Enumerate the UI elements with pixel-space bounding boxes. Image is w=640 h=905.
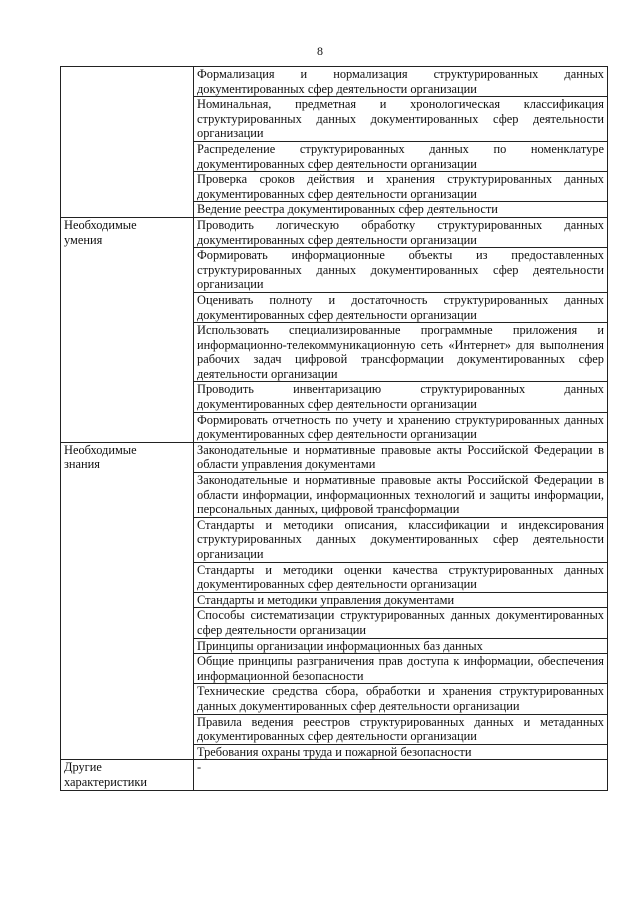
requirement-item: - xyxy=(194,760,608,790)
requirement-item: Проверка сроков действия и хранения структурированных данных документированных сфер деятельности организации xyxy=(194,172,608,202)
table-row xyxy=(61,217,608,247)
requirement-item: Распределение структурированных данных по номенклатуре документированных сфер деятельности организации xyxy=(194,141,608,171)
requirement-item: Принципы организации информационных баз данных xyxy=(194,638,608,654)
requirement-item: Правила ведения реестров структурированных данных и метаданных документированных сфер деятельности организации xyxy=(194,714,608,744)
requirement-item: Формировать отчетность по учету и хранению структурированных данных документированных сфер деятельности организации xyxy=(194,412,608,442)
table-row xyxy=(61,442,608,472)
page-number: 8 xyxy=(317,44,323,58)
table-body xyxy=(61,67,608,791)
requirement-item: Проводить логическую обработку структурированных данных документированных сфер деятельности организации xyxy=(194,217,608,247)
requirement-item: Формализация и нормализация структурированных данных документированных сфер деятельности организации xyxy=(194,67,608,97)
requirement-item: Формировать информационные объекты из предоставленных структурированных данных документированных сфер деятельности организации xyxy=(194,248,608,293)
section-label: Необходимые умения xyxy=(64,217,137,247)
requirement-item: Ведение реестра документированных сфер деятельности xyxy=(194,202,608,218)
requirement-item: Требования охраны труда и пожарной безопасности xyxy=(194,744,608,760)
requirement-item: Законодательные и нормативные правовые акты Российской Федерации в области управления документами xyxy=(194,442,608,472)
requirement-item: Оценивать полноту и достаточность структурированных данных документированных сфер деятельности организации xyxy=(194,292,608,322)
requirement-item: Стандарты и методики оценки качества структурированных данных документированных сфер деятельности организации xyxy=(194,562,608,592)
requirements-table xyxy=(60,66,608,791)
section-label-cell xyxy=(61,217,194,442)
requirement-item: Общие принципы разграничения прав доступа к информации, обеспечения информационной безопасности xyxy=(194,654,608,684)
section-label: Другие характеристики xyxy=(64,760,148,789)
requirement-item: Стандарты и методики описания, классификации и индексирования структурированных данных документированных сфер деятельности организации xyxy=(194,517,608,562)
table-row xyxy=(61,760,608,790)
requirement-item: Проводить инвентаризацию структурированных данных документированных сфер деятельности организации xyxy=(194,382,608,412)
section-label-cell xyxy=(61,760,194,790)
requirement-item: Законодательные и нормативные правовые акты Российской Федерации в области информации, информационных технологий и защиты информации, персональных данных, цифровой трансформации xyxy=(194,473,608,518)
section-label-cell xyxy=(61,67,194,218)
section-label-cell xyxy=(61,442,194,759)
requirement-item: Способы систематизации структурированных данных документированных сфер деятельности организации xyxy=(194,608,608,638)
table-row xyxy=(61,67,608,97)
requirement-item: Стандарты и методики управления документами xyxy=(194,592,608,608)
requirement-item: Использовать специализированные программные приложения и информационно-телекоммуникационную сеть «Интернет» для выполнения рабочих задач цифровой трансформации документированных сфер деятельности организации xyxy=(194,323,608,382)
section-label: Необходимые знания xyxy=(64,442,137,472)
requirement-item: Номинальная, предметная и хронологическая классификация структурированных данных документированных сфер деятельности организации xyxy=(194,97,608,142)
requirement-item: Технические средства сбора, обработки и хранения структурированных данных документированных сфер деятельности организации xyxy=(194,684,608,714)
